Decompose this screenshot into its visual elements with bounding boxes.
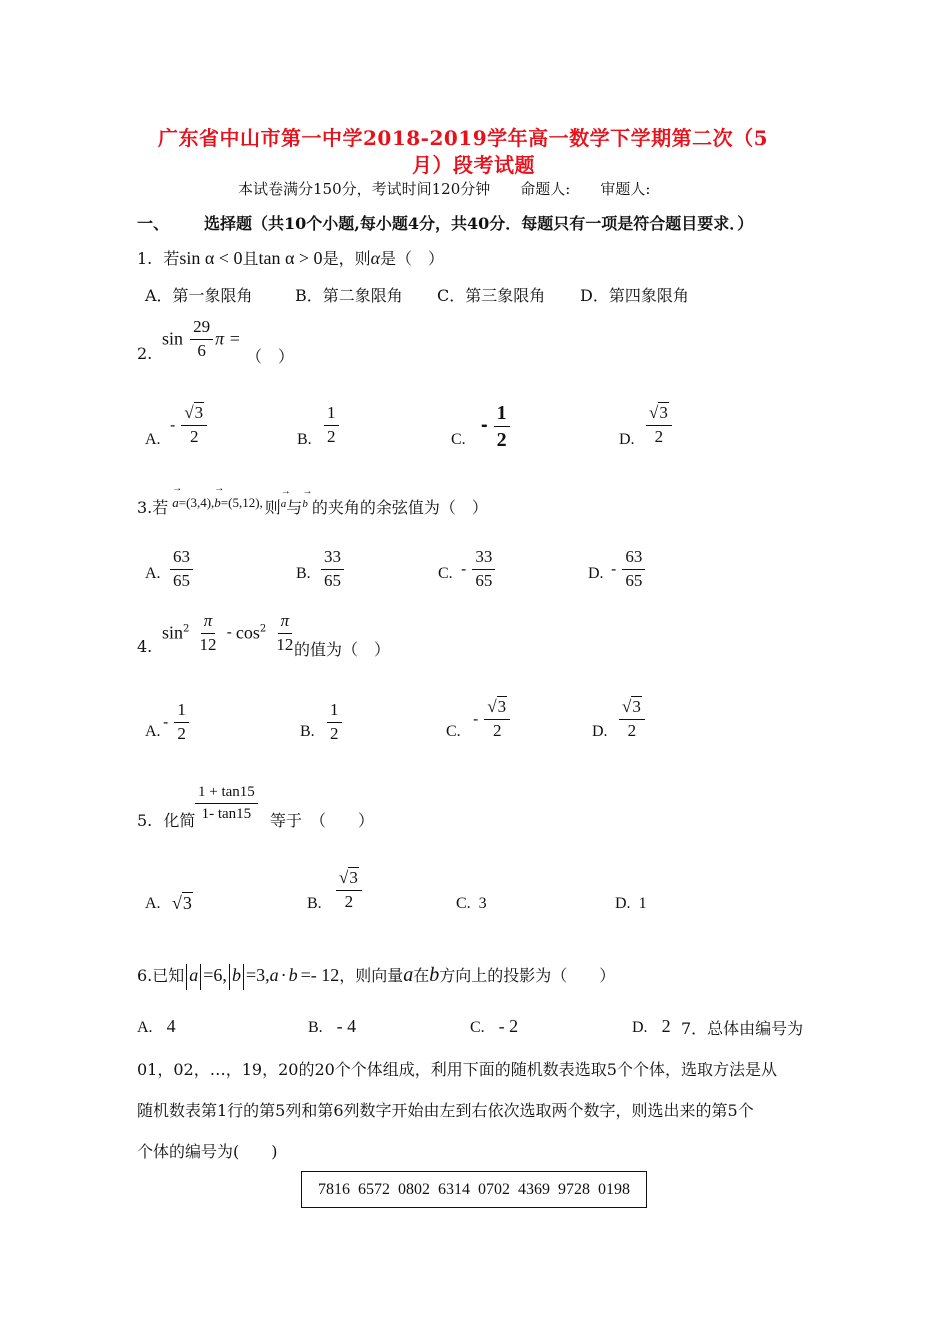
- q3-label-b[interactable]: B.: [296, 565, 311, 582]
- q2-a-frac: $\frac{√3}{2}$: [181, 404, 207, 446]
- question-6: 6.已知 a =6, b =3,a · b =- 12，则向量a在b方向上的投影为（ ）: [137, 963, 615, 990]
- q2-number: 2.: [137, 344, 153, 363]
- q1-option-c[interactable]: C．第三象限角: [437, 286, 546, 305]
- question-1: [137, 246, 444, 269]
- q4-option-c[interactable]: - $\frac{√3}{2}$: [473, 698, 512, 740]
- random-number-table: [301, 1171, 647, 1208]
- q3-option-d[interactable]: - $\frac{63}{65}$: [611, 548, 647, 590]
- q3-option-c[interactable]: - $\frac{33}{65}$: [461, 548, 497, 590]
- q1-mid: 且: [242, 249, 259, 268]
- q3-end: 的夹角的余弦值为（ ）: [311, 498, 488, 517]
- page-title-line1: 广东省中山市第一中学2018-2019学年高一数学下学期第二次（5: [158, 126, 769, 150]
- q2-frac-num: 29: [190, 318, 213, 340]
- question-3: [137, 495, 488, 518]
- sqrt-icon: √3: [487, 697, 507, 716]
- q3-label-d[interactable]: D.: [588, 565, 604, 582]
- q2-a-minus: -: [170, 416, 176, 434]
- q2-expression: [162, 318, 241, 360]
- q2-c-minus: -: [481, 414, 488, 436]
- q2-b-frac: $\frac{1}{2}$: [324, 404, 339, 446]
- q2-frac-den: 6: [197, 340, 206, 360]
- q4-label-a[interactable]: A.: [145, 723, 161, 740]
- q1-end: 是（ ）: [380, 249, 445, 268]
- q5-option-c[interactable]: C. 3: [456, 895, 487, 912]
- q2-option-d[interactable]: [644, 404, 674, 446]
- q3-with: 与: [286, 498, 303, 517]
- q4-option-b[interactable]: $\frac{1}{2}$: [325, 701, 344, 743]
- q1-option-a[interactable]: A．第一象限角: [145, 286, 253, 305]
- q4-label-b[interactable]: B.: [300, 723, 315, 740]
- q5-end: 等于 （ ）: [270, 811, 375, 830]
- q1-option-d[interactable]: D．第四象限角: [580, 286, 689, 305]
- q3-option-b[interactable]: $\frac{33}{65}$: [319, 548, 346, 590]
- q1-pre: 若: [163, 249, 180, 268]
- q2-option-b[interactable]: [322, 404, 341, 446]
- q2-label-d[interactable]: D.: [619, 431, 635, 448]
- q5-option-d[interactable]: D. 1: [615, 895, 647, 912]
- q3-b-value: =(5,12),: [220, 495, 263, 510]
- q3-label-a[interactable]: A.: [145, 565, 161, 582]
- q3-vector-a: → a: [172, 495, 179, 511]
- q2-c-frac: $\frac{1}{2}$: [494, 402, 510, 451]
- q7-line-2: 01，02，…，19，20的20个个体组成，利用下面的随机数表选取5个个体，选取方法是从: [137, 1060, 777, 1079]
- q4-end: 的值为（ ）: [294, 640, 391, 659]
- q2-label-c[interactable]: C.: [451, 431, 466, 448]
- q1-option-b[interactable]: B．第二象限角: [295, 286, 403, 305]
- sqrt-icon: √3: [184, 403, 204, 422]
- q2-label-a[interactable]: A.: [145, 431, 161, 448]
- q1-expr-sin: sin α < 0: [179, 248, 243, 268]
- q2-option-c[interactable]: [481, 402, 512, 451]
- q3-vector-a2: → a: [281, 498, 287, 510]
- sqrt-icon: √3: [622, 697, 641, 716]
- page-title-line2: 月）段考试题: [412, 153, 535, 177]
- q3-then: 则: [264, 498, 281, 517]
- q7-start: 7．总体由编号为: [681, 1019, 804, 1038]
- q4-label-d[interactable]: D.: [592, 723, 608, 740]
- q3-label-c[interactable]: C.: [438, 565, 453, 582]
- q6-option-d[interactable]: D. 2: [632, 1016, 671, 1036]
- q4-expression: $\sin^2$ $\frac{\pi}{12}$ - $\cos^2$ $\frac{\pi}{12}$: [162, 611, 294, 654]
- q2-option-a[interactable]: [170, 404, 209, 446]
- q2-pi-eq: π =: [215, 328, 241, 349]
- q6-option-a[interactable]: A. 4: [137, 1016, 176, 1036]
- q1-post: 是，则: [322, 249, 371, 268]
- section-heading: 选择题（共10个小题,每小题4分，共40分．每题只有一项是符合题目要求．）: [204, 214, 754, 233]
- q1-expr-tan: tan α > 0: [258, 248, 323, 268]
- q5-option-b[interactable]: $\frac{√3}{2}$: [334, 869, 364, 911]
- q3-vector-b: → b: [214, 495, 221, 511]
- q4-option-d[interactable]: $\frac{√3}{2}$: [617, 698, 647, 740]
- sqrt-icon: √3: [649, 403, 668, 422]
- exam-info: 本试卷满分150分，考试时间120分钟 命题人: 审题人:: [238, 180, 651, 198]
- q4-number: 4.: [137, 637, 153, 656]
- q1-alpha: α: [370, 248, 381, 268]
- q2-paren: （ ）: [246, 347, 295, 366]
- section-number: 一、: [137, 214, 170, 233]
- q7-line-4: 个体的编号为( ): [137, 1142, 278, 1161]
- q5-number: 5.: [137, 811, 153, 830]
- q3-number: 3.若: [137, 498, 169, 517]
- q2-sin: sin: [162, 328, 184, 349]
- q5-label-a[interactable]: A.: [145, 895, 161, 912]
- sqrt-icon: √3: [339, 868, 358, 887]
- q6-option-b[interactable]: B. - 4: [308, 1016, 357, 1036]
- question-5: [137, 808, 195, 831]
- q6-number: 6.已知: [137, 966, 185, 985]
- q3-vector-b2: → b: [302, 498, 308, 510]
- q5-label-b[interactable]: B.: [307, 895, 322, 912]
- q2-label-b[interactable]: B.: [297, 431, 312, 448]
- q3-option-a[interactable]: $\frac{63}{65}$: [168, 548, 195, 590]
- q5-pre: 化简: [163, 811, 196, 830]
- q1-number: 1.: [137, 249, 153, 268]
- random-number-row: 7816 6572 0802 6314 0702 4369 9728 0198: [318, 1180, 630, 1198]
- q5-fraction: $\frac{1 + \tan 15}{1- \tan 15}$: [193, 784, 260, 822]
- q4-option-a[interactable]: - $\frac{1}{2}$: [163, 701, 191, 743]
- q7-line-3: 随机数表第1行的第5列和第6列数字开始由左到右依次选取两个数字，则选出来的第5个: [137, 1101, 754, 1120]
- q4-label-c[interactable]: C.: [446, 723, 461, 740]
- q6-option-c[interactable]: C. - 2: [470, 1016, 519, 1036]
- q5-option-a[interactable]: [172, 893, 193, 914]
- q2-d-frac: $\frac{√3}{2}$: [646, 404, 672, 446]
- q2-fraction: [190, 318, 213, 360]
- q3-a-value: =(3,4),: [178, 495, 215, 510]
- sqrt-icon: √3: [172, 893, 192, 913]
